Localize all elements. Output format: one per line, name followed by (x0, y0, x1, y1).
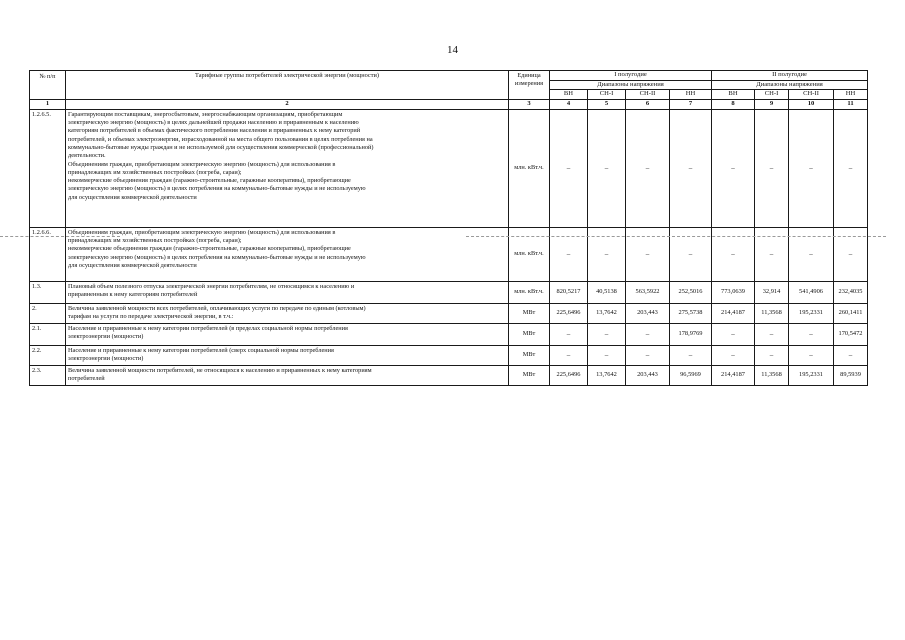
header-unit: Единица измерения (509, 71, 550, 100)
value-cell: – (834, 345, 868, 365)
row-unit: млн. кВт.ч. (509, 109, 550, 227)
description-line: деятельности. (68, 152, 106, 160)
value-cell: 195,2331 (789, 365, 834, 385)
value-cell: 195,2331 (789, 303, 834, 323)
table-header (30, 71, 868, 110)
value-cell: 252,5016 (670, 281, 712, 303)
value-cell: 32,914 (755, 281, 789, 303)
table-row (30, 323, 868, 345)
tariff-table (29, 70, 868, 386)
description-line: для осуществления коммерческой деятельности (68, 262, 197, 269)
value-cell: – (626, 227, 670, 281)
scan-line (0, 236, 120, 237)
value-cell: 541,4906 (789, 281, 834, 303)
value-cell: – (550, 227, 588, 281)
voltage-nn-2: НН (834, 90, 868, 100)
description-line: Величина заявленной мощности потребителей, не относящихся к населению и приравненных к нему категориям (68, 366, 372, 374)
value-cell: – (834, 227, 868, 281)
value-cell: 96,5969 (670, 365, 712, 385)
row-code: 1.3. (30, 281, 66, 303)
row-description (66, 345, 509, 365)
value-cell: – (834, 109, 868, 227)
row-code: 2.1. (30, 323, 66, 345)
row-code: 1.2.6.6. (30, 227, 66, 281)
row-code: 1.2.6.5. (30, 109, 66, 227)
value-cell: 225,6496 (550, 303, 588, 323)
description-line: Население и приравненные к нему категории потребителей (в пределах социальной нормы потребления (68, 324, 348, 332)
voltage-vn-1: ВН (550, 90, 588, 100)
row-code: 2.2. (30, 345, 66, 365)
value-cell: 275,5738 (670, 303, 712, 323)
row-description (66, 303, 509, 323)
column-number-row (30, 100, 868, 110)
value-cell: – (550, 345, 588, 365)
description-line: потребителей (68, 375, 105, 383)
row-unit: МВт (509, 345, 550, 365)
description-line: электрическую энергию (мощность) в целях потребления на коммунально-бытовые нужды и не используемую (68, 185, 366, 193)
value-cell: – (550, 323, 588, 345)
column-number: 4 (550, 100, 588, 110)
value-cell: – (755, 323, 789, 345)
row-unit: млн. кВт.ч. (509, 227, 550, 281)
row-code: 2.3. (30, 365, 66, 385)
voltage-vn-2: ВН (712, 90, 755, 100)
description-line: принадлежащих им хозяйственных постройках (погреба, сараи); (68, 237, 242, 245)
header-half-1: I полугодие (550, 71, 712, 81)
value-cell: – (789, 323, 834, 345)
value-cell: – (588, 109, 626, 227)
value-cell: 11,3568 (755, 303, 789, 323)
value-cell: – (712, 227, 755, 281)
description-line: приравненным к нему категориям потребителей (68, 291, 198, 299)
value-cell: 170,5472 (834, 323, 868, 345)
header-ranges-2: Диапазоны напряжения (712, 80, 868, 90)
table-row (30, 303, 868, 323)
value-cell: – (712, 323, 755, 345)
description-line: некоммерческие объединения граждан (гаражно-строительные, гаражные кооперативы), приобретающие (68, 245, 351, 253)
column-number: 6 (626, 100, 670, 110)
value-cell: 773,0639 (712, 281, 755, 303)
description-line: коммунально-бытовые нужды граждан и не используемой для осуществления коммерческой (профессиональной) (68, 144, 374, 151)
row-unit: МВт (509, 365, 550, 385)
value-cell: 225,6496 (550, 365, 588, 385)
value-cell: 203,443 (626, 303, 670, 323)
value-cell: – (789, 227, 834, 281)
description-line: для осуществления коммерческой деятельности (68, 193, 197, 201)
value-cell: 214,4187 (712, 303, 755, 323)
description-line: электроэнергии (мощности) (68, 355, 144, 363)
row-unit: МВт (509, 323, 550, 345)
value-cell: – (789, 109, 834, 227)
value-cell: 260,1411 (834, 303, 868, 323)
row-code: 2. (30, 303, 66, 323)
header-ranges-1: Диапазоны напряжения (550, 80, 712, 90)
description-line: электроэнергии (мощности) (68, 333, 144, 341)
value-cell: – (712, 109, 755, 227)
description-line: Величина заявленной мощности всех потребителей, оплачивающих услуги по передаче по единым (котловым) (68, 304, 366, 312)
description-line: Объединениям граждан, приобретающим электрическую энергию (мощность) для использования в (68, 228, 336, 236)
value-cell: 214,4187 (712, 365, 755, 385)
voltage-sn1-1: СН-I (588, 90, 626, 100)
column-number: 5 (588, 100, 626, 110)
row-description (66, 109, 509, 227)
row-description (66, 323, 509, 345)
description-line: категориям потребителей в объемах фактического потребления населения и приравненных к нему категорий (68, 127, 361, 135)
value-cell: – (755, 109, 789, 227)
table-row (30, 109, 868, 227)
value-cell: – (789, 345, 834, 365)
description-line: потребителей, и объемах электроэнергии, израсходованной на места общего пользования в целях потребления на (68, 135, 373, 143)
row-description (66, 227, 509, 281)
column-number: 3 (509, 100, 550, 110)
description-line: принадлежащих им хозяйственных постройках (погреба, сараи); (68, 168, 242, 176)
header-half-2: II полугодие (712, 71, 868, 81)
row-description (66, 365, 509, 385)
value-cell: – (755, 345, 789, 365)
value-cell: 820,5217 (550, 281, 588, 303)
voltage-sn2-1: СН-II (626, 90, 670, 100)
description-line: Гарантирующим поставщикам, энергосбытовым, энергоснабжающим организациям, приобретающим (68, 110, 343, 118)
value-cell: 40,5138 (588, 281, 626, 303)
value-cell: – (588, 345, 626, 365)
description-line: Население и приравненные к нему категории потребителей (сверх социальной нормы потребления (68, 346, 334, 354)
row-description (66, 281, 509, 303)
description-line: тарифам на услуги по передаче электрической энергии, в т.ч.: (68, 313, 234, 321)
value-cell: – (588, 227, 626, 281)
voltage-nn-1: НН (670, 90, 712, 100)
value-cell: – (626, 323, 670, 345)
row-unit: МВт (509, 303, 550, 323)
column-number: 10 (789, 100, 834, 110)
value-cell: 203,443 (626, 365, 670, 385)
value-cell: – (670, 227, 712, 281)
header-group: Тарифные группы потребителей электрической энергии (мощности) (66, 71, 509, 100)
value-cell: – (626, 109, 670, 227)
value-cell: 563,5922 (626, 281, 670, 303)
column-number: 8 (712, 100, 755, 110)
column-number: 7 (670, 100, 712, 110)
table-row (30, 281, 868, 303)
value-cell: – (755, 227, 789, 281)
scan-line (466, 236, 886, 237)
column-number: 11 (834, 100, 868, 110)
description-line: некоммерческие объединения граждан (гаражно-строительные, гаражные кооперативы), приобретающие (68, 177, 351, 185)
value-cell: 13,7642 (588, 365, 626, 385)
column-number: 1 (30, 100, 66, 110)
table-body (30, 109, 868, 385)
description-line: Объединениям граждан, приобретающим электрическую энергию (мощность) для использования в (68, 160, 336, 168)
voltage-sn1-2: СН-I (755, 90, 789, 100)
voltage-sn2-2: СН-II (789, 90, 834, 100)
header-no: № п/п (30, 71, 66, 100)
description-line: электрическую энергию (мощность) в целях дальнейшей продажи населению и приравненным к населению (68, 119, 359, 127)
table-row (30, 365, 868, 385)
value-cell: – (550, 109, 588, 227)
value-cell: 11,3568 (755, 365, 789, 385)
value-cell: – (712, 345, 755, 365)
value-cell: 178,9769 (670, 323, 712, 345)
table-row (30, 345, 868, 365)
value-cell: – (626, 345, 670, 365)
value-cell: 13,7642 (588, 303, 626, 323)
value-cell: – (670, 109, 712, 227)
description-line: электрическую энергию (мощность) в целях потребления на коммунально-бытовые нужды и не используемую (68, 253, 366, 261)
column-number: 9 (755, 100, 789, 110)
value-cell: – (670, 345, 712, 365)
description-line: Плановый объем полезного отпуска электрической энергии потребителям, не относящимся к населению и (68, 282, 355, 290)
page-number: 14 (447, 44, 458, 56)
value-cell: – (588, 323, 626, 345)
row-unit: млн. кВт.ч. (509, 281, 550, 303)
column-number: 2 (66, 100, 509, 110)
value-cell: 89,5939 (834, 365, 868, 385)
value-cell: 232,4035 (834, 281, 868, 303)
